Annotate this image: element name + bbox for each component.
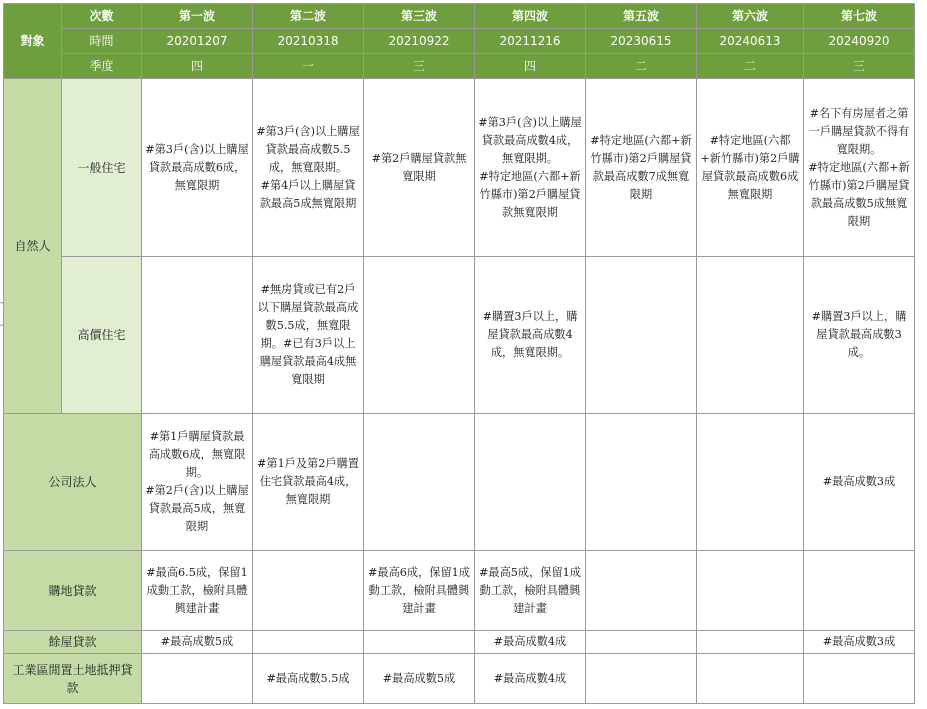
surplus-loan-wave-3 xyxy=(364,631,475,654)
subject-header: 對象 xyxy=(4,4,62,79)
land-loan-wave-1: #最高6.5成，保留1成動工款，檢附具體興建計畫 xyxy=(142,551,253,631)
general-housing-label: 一般住宅 xyxy=(62,79,142,257)
wave-1-date: 20201207 xyxy=(142,29,253,54)
wave-5-date: 20230615 xyxy=(586,29,697,54)
quarter-row-label: 季度 xyxy=(62,54,142,79)
corporate-wave-3 xyxy=(364,414,475,551)
wave-6-quarter: 二 xyxy=(697,54,804,79)
land-loan-wave-2 xyxy=(253,551,364,631)
industrial-land-loan-wave-6 xyxy=(697,654,804,704)
industrial-land-loan-wave-1 xyxy=(142,654,253,704)
wave-1-quarter: 四 xyxy=(142,54,253,79)
corporate-wave-7: #最高成數3成 xyxy=(804,414,915,551)
surplus-loan-wave-4: #最高成數4成 xyxy=(475,631,586,654)
wave-3-name: 第三波 xyxy=(364,4,475,29)
corporate-label: 公司法人 xyxy=(4,414,142,551)
industrial-land-loan-label: 工業區閒置土地抵押貸款 xyxy=(4,654,142,704)
general-housing-wave-2: #第3戶(含)以上購屋貸款最高成數5.5成，無寬限期。 #第4戶以上購屋貸款最高5成無寬限期 xyxy=(253,79,364,257)
corporate-wave-1: #第1戶購屋貸款最高成數6成，無寬限期。 #第2戶(含)以上購屋貸款最高5成，無寬限期 xyxy=(142,414,253,551)
surplus-loan-wave-5 xyxy=(586,631,697,654)
wave-2-name: 第二波 xyxy=(253,4,364,29)
wave-2-date: 20210318 xyxy=(253,29,364,54)
industrial-land-loan-wave-5 xyxy=(586,654,697,704)
land-loan-wave-3: #最高6成，保留1成動工款，檢附具體興建計畫 xyxy=(364,551,475,631)
surplus-loan-wave-7: #最高成數3成 xyxy=(804,631,915,654)
land-loan-wave-4: #最高5成，保留1成動工款，檢附具體興建計畫 xyxy=(475,551,586,631)
wave-3-quarter: 三 xyxy=(364,54,475,79)
wave-4-date: 20211216 xyxy=(475,29,586,54)
general-housing-wave-7: #名下有房屋者之第一戶購屋貸款不得有寬限期。 #特定地區(六都+新竹縣市)第2戶購屋貸款最高成數5成無寬限期 xyxy=(804,79,915,257)
date-row-label: 時間 xyxy=(62,29,142,54)
wave-7-date: 20240920 xyxy=(804,29,915,54)
luxury-housing-wave-2: #無房貸或已有2戶以下購屋貸款最高成數5.5成，無寬限期。#已有3戶以上購屋貸款最高4成無寬限期 xyxy=(253,257,364,414)
land-loan-wave-5 xyxy=(586,551,697,631)
corporate-wave-2: #第1戶及第2戶購置住宅貸款最高4成，無寬限期 xyxy=(253,414,364,551)
surplus-loan-wave-6 xyxy=(697,631,804,654)
wave-4-name: 第四波 xyxy=(475,4,586,29)
general-housing-wave-3: #第2戶購屋貸款無寬限期 xyxy=(364,79,475,257)
luxury-housing-label: 高價住宅 xyxy=(62,257,142,414)
land-loan-wave-6 xyxy=(697,551,804,631)
wave-3-date: 20210922 xyxy=(364,29,475,54)
wave-row-label: 次數 xyxy=(62,4,142,29)
wave-6-date: 20240613 xyxy=(697,29,804,54)
surplus-loan-label: 餘屋貸款 xyxy=(4,631,142,654)
general-housing-wave-5: #特定地區(六都+新竹縣市)第2戶購屋貸款最高成數7成無寬限期 xyxy=(586,79,697,257)
industrial-land-loan-wave-7 xyxy=(804,654,915,704)
land-loan-wave-7 xyxy=(804,551,915,631)
corporate-wave-6 xyxy=(697,414,804,551)
natural-person-label: 自然人 xyxy=(4,79,62,414)
luxury-housing-wave-3 xyxy=(364,257,475,414)
general-housing-wave-1: #第3戶(含)以上購屋貸款最高成數6成，無寬限期 xyxy=(142,79,253,257)
general-housing-wave-4: #第3戶(含)以上購屋貸款最高成數4成，無寬限期。 #特定地區(六都+新竹縣市)第2戶購屋貸款無寬限期 xyxy=(475,79,586,257)
luxury-housing-wave-1 xyxy=(142,257,253,414)
corporate-wave-5 xyxy=(586,414,697,551)
wave-7-quarter: 三 xyxy=(804,54,915,79)
surplus-loan-wave-2 xyxy=(253,631,364,654)
luxury-housing-wave-4: #購置3戶以上，購屋貸款最高成數4成，無寬限期。 xyxy=(475,257,586,414)
wave-5-name: 第五波 xyxy=(586,4,697,29)
corporate-wave-4 xyxy=(475,414,586,551)
wave-7-name: 第七波 xyxy=(804,4,915,29)
wave-5-quarter: 二 xyxy=(586,54,697,79)
surplus-loan-wave-1: #最高成數5成 xyxy=(142,631,253,654)
wave-1-name: 第一波 xyxy=(142,4,253,29)
general-housing-wave-6: #特定地區(六都+新竹縣市)第2戶購屋貸款最高成數6成無寬限期 xyxy=(697,79,804,257)
luxury-housing-wave-7: #購置3戶以上，購屋貸款最高成數3成。 xyxy=(804,257,915,414)
wave-2-quarter: 一 xyxy=(253,54,364,79)
industrial-land-loan-wave-2: #最高成數5.5成 xyxy=(253,654,364,704)
land-loan-label: 購地貸款 xyxy=(4,551,142,631)
housing-loan-policy-table xyxy=(3,3,915,704)
luxury-housing-wave-6 xyxy=(697,257,804,414)
industrial-land-loan-wave-3: #最高成數5成 xyxy=(364,654,475,704)
wave-4-quarter: 四 xyxy=(475,54,586,79)
wave-6-name: 第六波 xyxy=(697,4,804,29)
industrial-land-loan-wave-4: #最高成數4成 xyxy=(475,654,586,704)
luxury-housing-wave-5 xyxy=(586,257,697,414)
